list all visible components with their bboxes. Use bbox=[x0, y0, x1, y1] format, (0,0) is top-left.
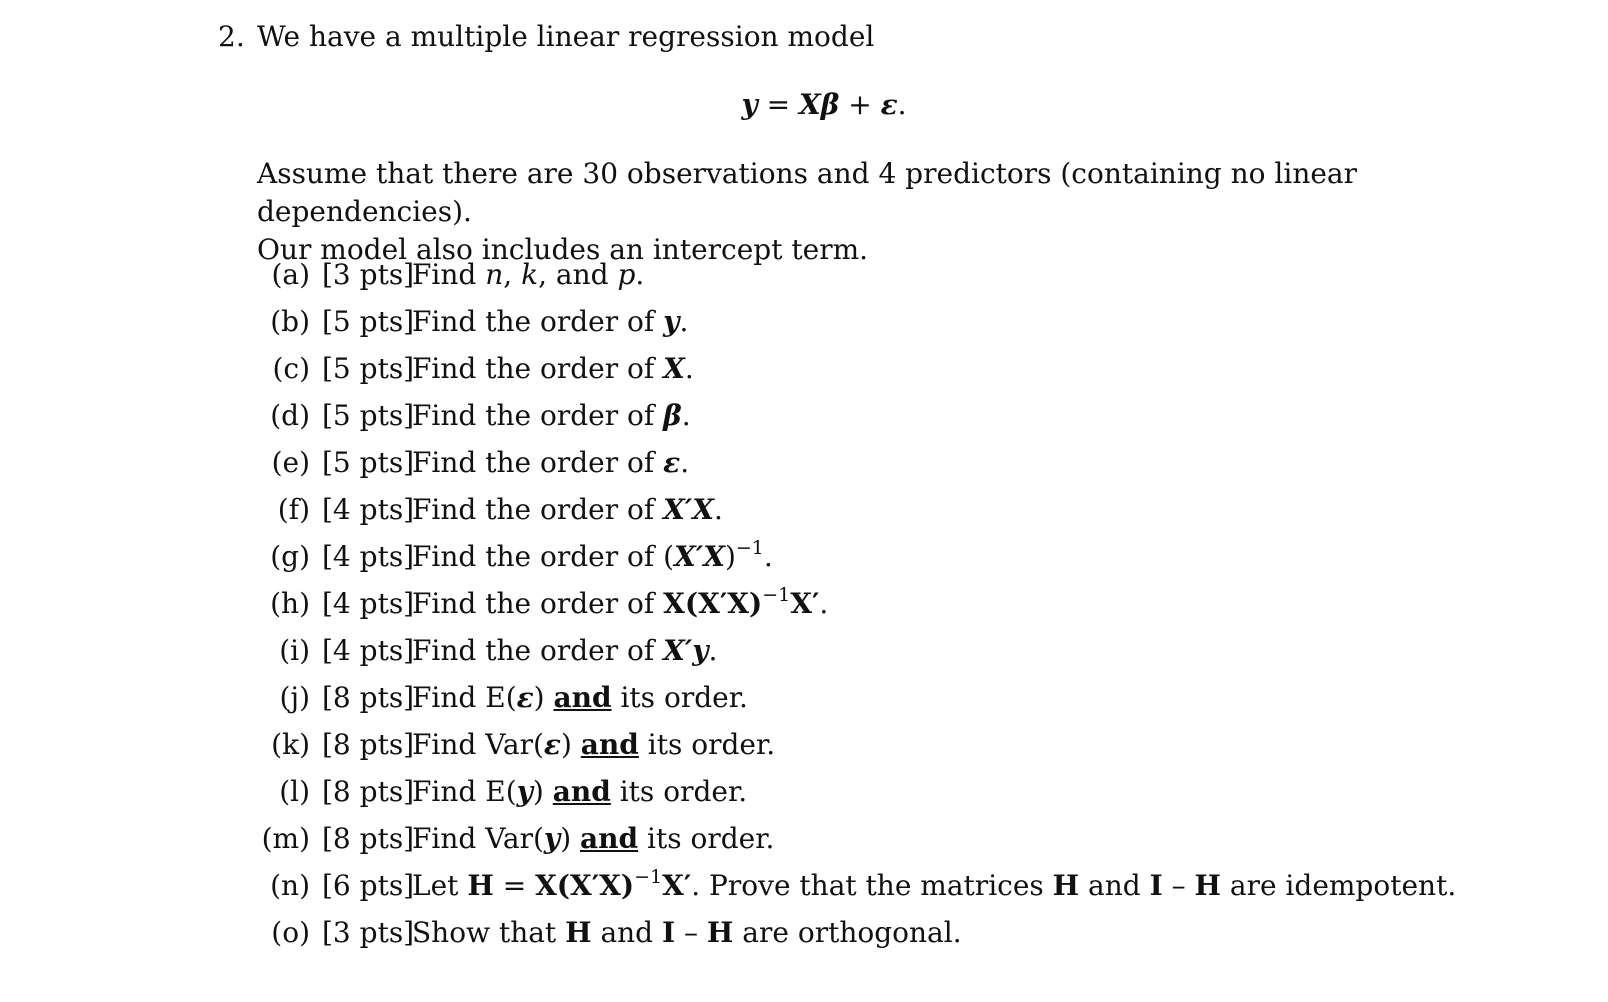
regression-equation: y = Xβ + ε. bbox=[741, 88, 907, 121]
assumption-text: Assume that there are 30 observations and 4 predictors (containing no linear dependencies). Our model also includes an intercept term. bbox=[257, 157, 1358, 266]
problem-intro: We have a multiple linear regression model bbox=[257, 20, 875, 53]
problem-number: 2. bbox=[218, 20, 245, 53]
